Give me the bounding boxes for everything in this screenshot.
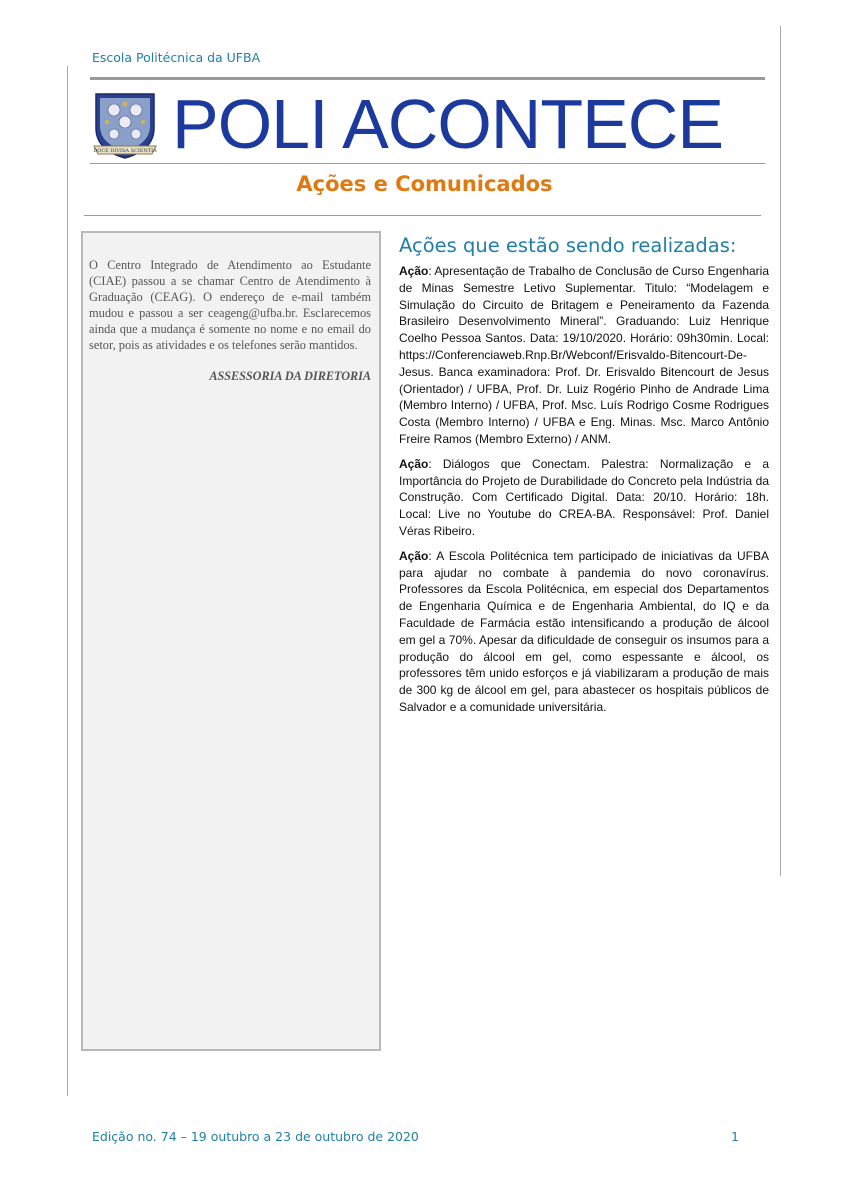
edition-footer: Edição no. 74 – 19 outubro a 23 de outubro de 2020 (92, 1129, 419, 1144)
page-subtitle: Ações e Comunicados (296, 172, 553, 196)
page-number: 1 (731, 1129, 739, 1144)
action-label: Ação (399, 456, 429, 471)
notice-box (81, 231, 381, 1051)
section-title: Ações que estão sendo realizadas: (399, 234, 737, 257)
action-item-1 (399, 263, 769, 448)
header-top-rule (90, 77, 765, 80)
school-name: Escola Politécnica da UFBA (92, 50, 261, 65)
header-mid-rule (90, 163, 765, 164)
main-column (399, 234, 769, 724)
action-item-2 (399, 456, 769, 540)
notice-signature: ASSESSORIA DA DIRETORIA (209, 369, 371, 383)
left-margin-rule (67, 66, 68, 1096)
action-text: : Apresentação de Trabalho de Conclusão de Curso Engenharia de Minas Semestre Letivo Suplementar. Titulo: “Modelagem e Simulação do Circuito de Britagem e Peneiramento da Fazenda Brasileiro Desenvolvimento Mineral”. Graduando: Luiz Henrique Coelho Pessoa Santos. Data: 19/10/2020. Horário: 09h30min. Local: https://Conferenciaweb.Rnp.Br/Webconf/Erisvaldo-Bitencourt-De-Jesus. Banca examinadora: Prof. Dr. Erisvaldo Bitencourt de Jesus (Orientador) / UFBA, Prof. Dr. Luiz Rogério Pinho de Andrade Lima (Membro Interno) / UFBA, Prof. Msc. Luís Rodrigo Cosme Rodrigues Costa (Membro Interno) / UFBA e Eng. Minas. Msc. Marco Antônio Freire Ramos (Membro Externo) / ANM. (399, 264, 769, 446)
action-text: : A Escola Politécnica tem participado de iniciativas da UFBA para ajudar no combate à pandemia do novo coronavírus. Professores da Escola Politécnica, em especial dos Departamentos de Engenharia Química e de Engenharia Ambiental, do IQ e da Faculdade de Farmácia estão intensificando a produção de álcool em gel a 70%. Apesar da dificuldade de conseguir os insumos para a produção do álcool em gel, como espessante e álcool, os professores têm unido esforços e já viabilizaram a produção de mais de 300 kg de álcool em gel, para abastecer os hospitais públicos de Salvador e a comunidade universitária. (399, 548, 769, 714)
logo-motto: DOCE DIVISA SCIENTIA (93, 148, 157, 154)
action-item-3 (399, 548, 769, 716)
ufba-logo (90, 88, 160, 160)
notice-text: O Centro Integrado de Atendimento ao Estudante (CIAE) passou a se chamar Centro de Atendimento à Graduação (CEAG). O endereço de e-mail também mudou e passou a ser ceageng@ufba.br. Esclarecemos ainda que a mudança é somente no nome e no email do setor, pois as atividades e os telefones serão mantidos. (89, 258, 371, 352)
subtitle-rule (84, 215, 761, 216)
action-text: : Diálogos que Conectam. Palestra: Normalização e a Importância do Projeto de Durabilidade do Concreto pela Indústria da Construção. Com Certificado Digital. Data: 20/10. Horário: 18h. Local: Live no Youtube do CREA-BA. Responsável: Prof. Daniel Véras Ribeiro. (399, 456, 769, 538)
action-label: Ação (399, 264, 429, 278)
action-label: Ação (399, 548, 429, 563)
masthead-title: POLI ACONTECE (172, 85, 724, 163)
right-margin-rule (780, 26, 781, 876)
